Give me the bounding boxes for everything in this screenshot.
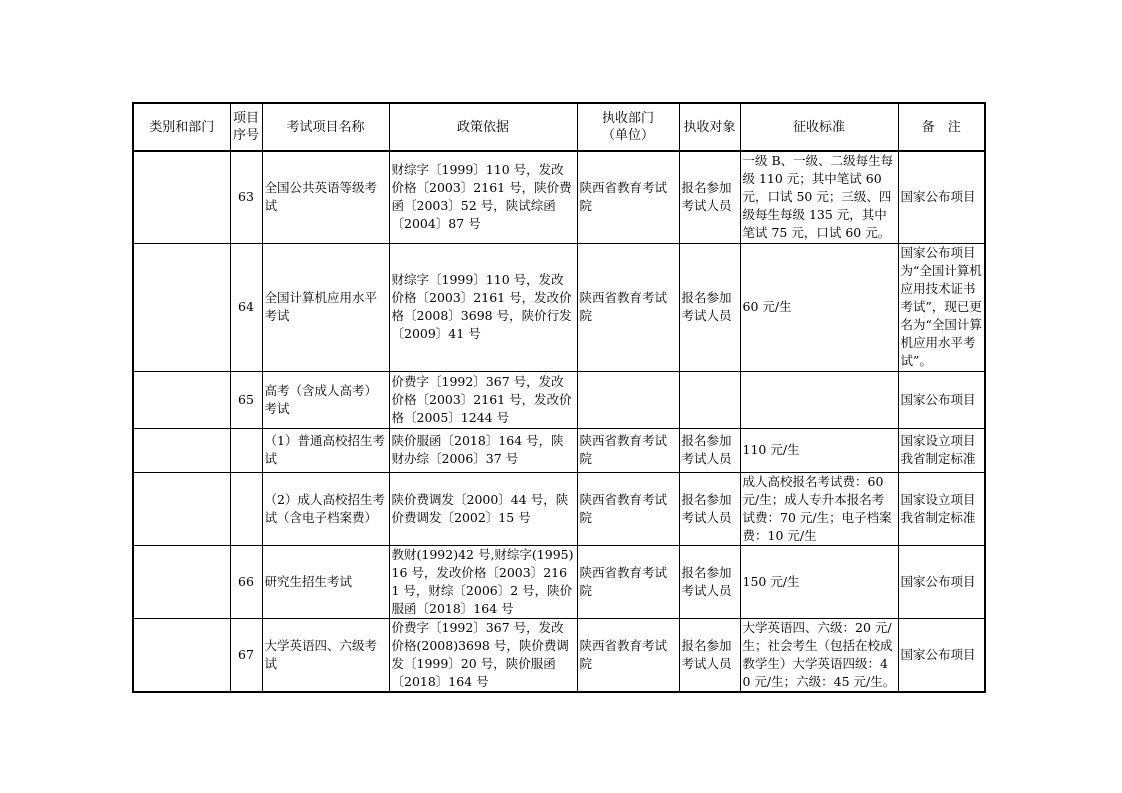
header-seq: 项目 序号: [230, 103, 262, 151]
table-row: [133, 472, 985, 545]
cell-remark: 国家公布项目为“全国计算机应用技术证书考试”，现已更名为“全国计算机应用水平考试”。: [898, 243, 985, 371]
header-dept: 执收部门 （单位）: [577, 103, 679, 151]
cell-seq: 65: [230, 371, 262, 428]
table-header-row: [133, 103, 985, 151]
cell-policy: 教财(1992)42 号,财综字(1995)16 号，发改价格〔2003〕2161 号，财综〔2006〕2 号，陕价服函〔2018〕164 号: [389, 545, 577, 618]
cell-dept: 陕西省教育考试院: [577, 151, 679, 243]
cell-policy: 陕价服函〔2018〕164 号，陕财办综〔2006〕37 号: [389, 428, 577, 472]
header-standard: 征收标准: [740, 103, 898, 151]
cell-dept: 陕西省教育考试院: [577, 428, 679, 472]
cell-seq: [230, 428, 262, 472]
cell-category: [133, 545, 230, 618]
header-name: 考试项目名称: [262, 103, 389, 151]
header-target: 执收对象: [679, 103, 740, 151]
cell-name: （2）成人高校招生考试（含电子档案费）: [262, 472, 389, 545]
cell-name: 高考（含成人高考）考试: [262, 371, 389, 428]
cell-seq: 64: [230, 243, 262, 371]
cell-target: 报名参加考试人员: [679, 151, 740, 243]
cell-target: 报名参加考试人员: [679, 618, 740, 692]
cell-category: [133, 428, 230, 472]
cell-category: [133, 618, 230, 692]
cell-policy: 价费字〔1992〕367 号，发改价格(2008)3698 号，陕价费调发〔1999〕20 号，陕价服函〔2018〕164 号: [389, 618, 577, 692]
cell-seq: 63: [230, 151, 262, 243]
cell-remark: 国家公布项目: [898, 618, 985, 692]
cell-dept: [577, 371, 679, 428]
cell-standard: 110 元/生: [740, 428, 898, 472]
cell-dept: 陕西省教育考试院: [577, 545, 679, 618]
cell-target: 报名参加考试人员: [679, 545, 740, 618]
fee-schedule-table: [132, 102, 986, 693]
cell-remark: 国家公布项目: [898, 545, 985, 618]
cell-target: 报名参加考试人员: [679, 243, 740, 371]
table-row: [133, 545, 985, 618]
cell-standard: 大学英语四、六级：20 元/生；社会考生（包括在校成教学生）大学英语四级：40 元/生；六级：45 元/生。: [740, 618, 898, 692]
table-row: [133, 371, 985, 428]
cell-target: 报名参加考试人员: [679, 472, 740, 545]
cell-policy: 财综字〔1999〕110 号，发改价格〔2003〕2161 号，发改价格〔2008〕3698 号，陕价行发〔2009〕41 号: [389, 243, 577, 371]
header-remark: 备 注: [898, 103, 985, 151]
cell-remark: 国家设立项目我省制定标准: [898, 472, 985, 545]
cell-policy: 陕价费调发〔2000〕44 号，陕价费调发〔2002〕15 号: [389, 472, 577, 545]
cell-standard: [740, 371, 898, 428]
cell-category: [133, 151, 230, 243]
cell-seq: 66: [230, 545, 262, 618]
header-category: 类别和部门: [133, 103, 230, 151]
cell-name: 研究生招生考试: [262, 545, 389, 618]
cell-name: （1）普通高校招生考试: [262, 428, 389, 472]
cell-dept: 陕西省教育考试院: [577, 472, 679, 545]
cell-remark: 国家公布项目: [898, 371, 985, 428]
cell-remark: 国家设立项目我省制定标准: [898, 428, 985, 472]
cell-category: [133, 371, 230, 428]
cell-policy: 财综字〔1999〕110 号，发改价格〔2003〕2161 号，陕价费函〔2003〕52 号，陕试综函〔2004〕87 号: [389, 151, 577, 243]
header-policy: 政策依据: [389, 103, 577, 151]
cell-name: 全国计算机应用水平考试: [262, 243, 389, 371]
table-row: [133, 618, 985, 692]
cell-remark: 国家公布项目: [898, 151, 985, 243]
cell-seq: 67: [230, 618, 262, 692]
cell-target: [679, 371, 740, 428]
cell-standard: 一级 B、一级、二级每生每级 110 元；其中笔试 60 元，口试 50 元；三级、四级每生每级 135 元，其中笔试 75 元，口试 60 元。: [740, 151, 898, 243]
cell-policy: 价费字〔1992〕367 号，发改价格〔2003〕2161 号，发改价格〔2005〕1244 号: [389, 371, 577, 428]
cell-dept: 陕西省教育考试院: [577, 618, 679, 692]
table-row: [133, 243, 985, 371]
table-row: [133, 151, 985, 243]
cell-dept: 陕西省教育考试院: [577, 243, 679, 371]
cell-standard: 成人高校报名考试费：60 元/生；成人专升本报名考试费：70 元/生；电子档案费：10 元/生: [740, 472, 898, 545]
cell-name: 全国公共英语等级考试: [262, 151, 389, 243]
cell-name: 大学英语四、六级考试: [262, 618, 389, 692]
cell-category: [133, 472, 230, 545]
cell-standard: 60 元/生: [740, 243, 898, 371]
cell-target: 报名参加考试人员: [679, 428, 740, 472]
cell-category: [133, 243, 230, 371]
cell-standard: 150 元/生: [740, 545, 898, 618]
table-row: [133, 428, 985, 472]
cell-seq: [230, 472, 262, 545]
